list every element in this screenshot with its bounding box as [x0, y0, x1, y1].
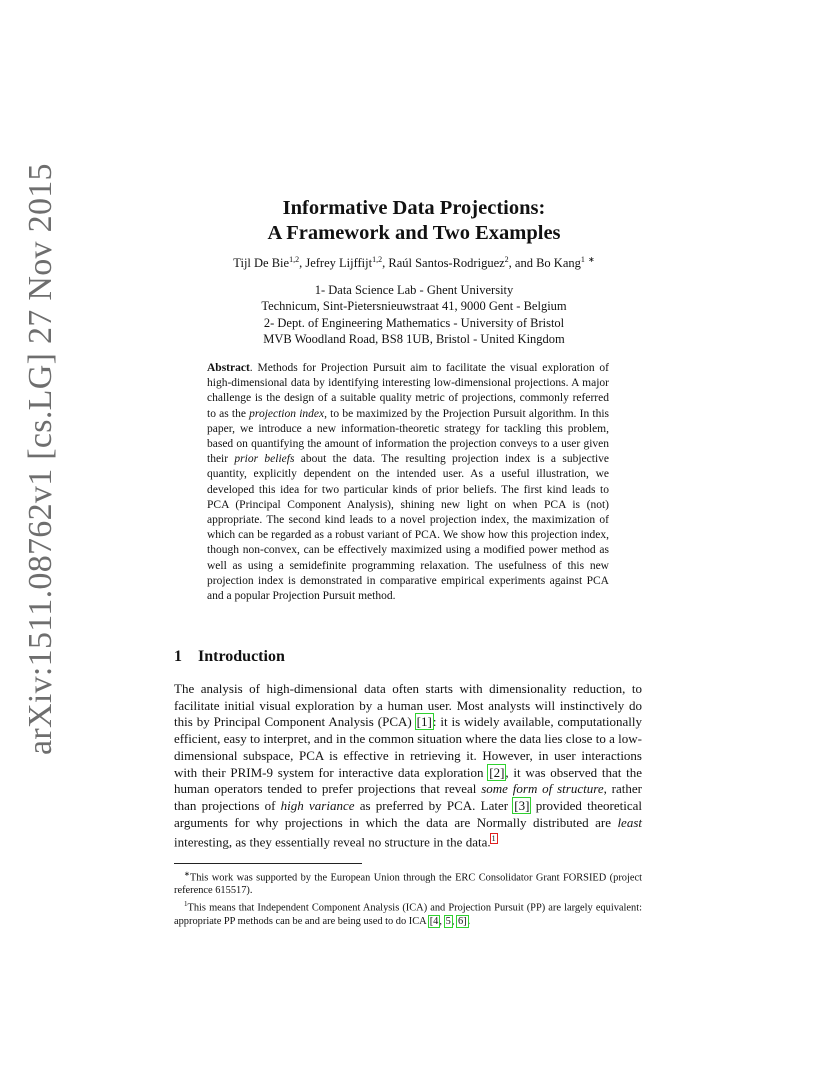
footnote-mark: ∗ — [184, 870, 190, 878]
paper-title — [174, 196, 654, 246]
citation-link[interactable]: [2] — [489, 764, 505, 780]
affiliation-1-line-1: 1- Data Science Lab - Ghent University — [314, 283, 514, 297]
author-name: Jefrey Lijffijt — [305, 256, 373, 271]
citation-link[interactable]: 6] — [457, 915, 467, 927]
section-title: Introduction — [198, 648, 285, 665]
body-text: , it was observed that the human operators tended to prefer projections that reveal — [174, 764, 642, 797]
author-affil-mark: 1,2 — [289, 255, 300, 264]
abstract-emphasis: projection index — [249, 407, 325, 420]
affiliation-1-line-2: Technicum, Sint-Pietersnieuwstraat 41, 9000 Gent - Belgium — [261, 299, 567, 313]
footnote-funding — [174, 868, 642, 897]
abstract — [207, 361, 609, 604]
affiliation-2-line-1: 2- Dept. of Engineering Mathematics - University of Bristol — [263, 316, 565, 330]
body-text: , rather than projections of — [174, 781, 642, 813]
affiliation-2-line-2: MVB Woodland Road, BS8 1UB, Bristol - United Kingdom — [263, 332, 565, 346]
section-heading-introduction — [174, 648, 285, 666]
author-affil-mark: 2 — [504, 255, 509, 264]
footnote-separator: , — [451, 915, 457, 927]
arxiv-identifier-stamp[interactable]: arXiv:1511.08762v1 [cs.LG] 27 Nov 2015 — [22, 163, 59, 755]
body-emphasis: least — [617, 814, 642, 830]
body-emphasis: high variance — [280, 797, 355, 813]
citation-link[interactable]: [4 — [429, 915, 439, 927]
abstract-text: about the data. The resulting projection index is a subjective quantity, explicitly dependent on the intended user. As a useful illustration, we developed this idea for two particular kinds of prior beliefs. The first kind leads to PCA (Principal Component Analysis), shining new light on when PCA is (not) appropriate. The second kind leads to a novel projection index, the maximization of which can be regarded as a robust variant of PCA. We show how this projection index, though non-convex, can be effectively maximized using a modified power method as well as using a semidefinite programming relaxation. The usefulness of this new projection index is demonstrated in comparative empirical experiments against PCA and a popular Projection Pursuit method. — [207, 453, 609, 603]
body-text: as preferred by PCA. Later — [354, 797, 514, 813]
abstract-label: Abstract — [207, 362, 250, 374]
footnote-divider — [174, 863, 362, 864]
body-text: provided theoretical arguments for why projections in which the data are Normally distributed are — [174, 797, 642, 830]
author-name: Raúl Santos-Rodriguez — [388, 256, 505, 271]
affiliation-2 — [174, 315, 654, 347]
body-text: interesting, as they essentially reveal no structure in the data. — [174, 834, 491, 850]
abstract-text: , to be maximized by the Projection Pursuit algorithm. In this paper, we introduce a new information-theoretic strategy for tackling this problem, based on quantifying the amount of information the projection conveys to a user given their — [207, 407, 610, 466]
citation-link[interactable]: [3] — [514, 797, 530, 813]
citation-link[interactable]: [1] — [416, 714, 432, 730]
footnote-1 — [174, 898, 642, 927]
body-emphasis: some form of structure — [481, 781, 604, 797]
author-affil-mark: 1,2 — [372, 255, 383, 264]
author-name: Tijl De Bie — [233, 256, 290, 271]
footnote-separator: , — [439, 915, 445, 927]
author-affil-mark: 1 — [580, 255, 585, 264]
title-line-1: Informative Data Projections: — [282, 197, 546, 219]
footnote-text: . — [467, 915, 471, 927]
author-list: Tijl De Bie$^{1,2}$, Jefrey Lijffijt$^{1,2}$, Raúl Santos-Rodriguez$^2$, and Bo Kang$^1$ ∗ — [233, 255, 595, 271]
body-text: : it is widely available, computationally efficient, easy to interpret, and in the common situation where the data lies close to a low-dimensional subspace, PCA is effective in retrieving it. However, in user interactions with their PRIM-9 system for interactive data exploration — [174, 714, 642, 780]
footnote-mark: 1 — [184, 900, 188, 909]
title-line-2: A Framework and Two Examples — [267, 222, 561, 244]
footnote-text: This work was supported by the European Union through the ERC Consolidator Grant FORSIED (project reference 615517). — [174, 872, 642, 897]
citation-link[interactable]: 5 — [445, 915, 451, 927]
section-number: 1 — [174, 648, 182, 665]
introduction-paragraph — [174, 681, 642, 851]
affiliation-1 — [174, 282, 654, 314]
abstract-text: . Methods for Projection Pursuit aim to facilitate the visual exploration of high-dimensional data by identifying interesting low-dimensional projections. A major challenge is the design of a suitable quality metric of projections, commonly referred to as the — [207, 362, 609, 420]
footnote-link[interactable]: 1 — [491, 834, 496, 844]
abstract-emphasis: prior beliefs — [234, 453, 295, 466]
author-name: and Bo Kang — [514, 256, 581, 271]
footnote-text: This means that Independent Component Analysis (ICA) and Projection Pursuit (PP) are largely equivalent: appropriate PP methods can be and are being used to do ICA — [174, 902, 642, 927]
footnotes — [174, 868, 642, 929]
footnote-star-mark: ∗ — [588, 255, 595, 264]
body-text: The analysis of high-dimensional data often starts with dimensionality reduction, to facilitate initial visual exploration by a human user. Most analysts will instinctively do this by Principal Component Analysis (PCA) — [174, 681, 642, 730]
